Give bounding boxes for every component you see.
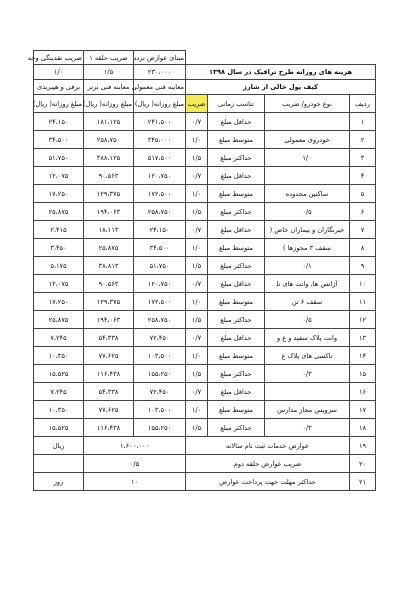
amount-regular: ۲۴۱،۵۰۰	[134, 113, 186, 131]
footer-row	[34, 437, 376, 455]
table-row	[34, 401, 376, 419]
header-row: ردیف	[350, 95, 376, 113]
table-row	[34, 365, 376, 383]
amount-electric: ۷،۲۴۵	[34, 329, 84, 347]
vehicle-type: ۰/۳	[265, 365, 350, 383]
row-number: ۲	[350, 131, 376, 149]
amount-top: ۷۷،۶۲۵	[84, 347, 134, 365]
amount-electric: ۱۵،۵۲۵	[34, 419, 84, 437]
vehicle-type	[265, 113, 350, 131]
amount-top: ۱۲۹،۳۷۵	[84, 293, 134, 311]
footer-number: ۱۹	[350, 437, 376, 455]
row-number: ۱۴	[350, 347, 376, 365]
amount-regular: ۲۵۸،۷۵۰	[134, 311, 186, 329]
time-band: حداقل مبلغ	[208, 383, 265, 401]
header-amount-electric: مبلغ روزانه( ریال)	[34, 95, 84, 113]
row-number: ۶	[350, 203, 376, 221]
time-band: حداقل مبلغ	[208, 275, 265, 293]
amount-regular: ۱۷۲،۵۰۰	[134, 293, 186, 311]
inspect-top-label: معاینه فنی برتر	[84, 80, 134, 95]
amount-top: ۳۸۸،۱۲۵	[84, 149, 134, 167]
electric-label: برقی و هیبریدی	[34, 80, 84, 95]
row-number: ۱۵	[350, 365, 376, 383]
amount-electric: ۱۲،۰۷۵	[34, 167, 84, 185]
coef-value: ۱/۰	[186, 293, 208, 311]
tariff-document	[27, 50, 375, 491]
time-band: حداکثر مبلغ	[208, 257, 265, 275]
table-row	[34, 131, 376, 149]
vehicle-type: ۰/۱	[265, 257, 350, 275]
table-row	[34, 311, 376, 329]
amount-top: ۱۸،۱۱۳	[84, 221, 134, 239]
coef-value: ۰/۷	[186, 383, 208, 401]
amount-regular: ۲۴،۱۵۰	[134, 221, 186, 239]
base-value: ۲۳۰،۰۰۰	[134, 65, 186, 80]
row-number: ۹	[350, 257, 376, 275]
time-band: حداقل مبلغ	[208, 329, 265, 347]
amount-top: ۳۸،۸۱۳	[84, 257, 134, 275]
vehicle-type: وانت پلاک سفید و ع و	[265, 329, 350, 347]
amount-regular: ۷۲،۴۵۰	[134, 383, 186, 401]
amount-electric: ۳۴،۵۰۰	[34, 131, 84, 149]
row-number: ۷	[350, 221, 376, 239]
table-row	[34, 257, 376, 275]
amount-electric: ۲۴،۱۵۰	[34, 113, 84, 131]
amount-electric: ۲،۴۱۵	[34, 221, 84, 239]
amount-top: ۵۴،۳۳۸	[84, 329, 134, 347]
row-number: ۱۱	[350, 293, 376, 311]
table-row	[34, 329, 376, 347]
row-number: ۸	[350, 239, 376, 257]
amount-regular: ۷۲،۴۵۰	[134, 329, 186, 347]
header-time: تناسب زمانی	[208, 95, 265, 113]
amount-electric: ۵۱،۷۵۰	[34, 149, 84, 167]
header-vehicle: نوع خودرو/ ضریب	[265, 95, 350, 113]
table-row	[34, 383, 376, 401]
table-row	[34, 203, 376, 221]
footer-number: ۲۱	[350, 473, 376, 491]
coef-value: ۱/۰	[186, 239, 208, 257]
amount-regular: ۱۷۲،۵۰۰	[134, 185, 186, 203]
footer-value: ۰/۵	[84, 455, 186, 473]
footer-unit: ریال	[34, 437, 84, 455]
amount-regular: ۵۱۷،۵۰۰	[134, 149, 186, 167]
footer-value: ۱۰	[84, 473, 186, 491]
table-title: هزینه های روزانه طرح ترافیک در سال ۱۳۹۸	[186, 65, 376, 80]
time-band: متوسط مبلغ	[208, 347, 265, 365]
amount-regular: ۱۵۵،۲۵۰	[134, 365, 186, 383]
time-band: حداقل مبلغ	[208, 167, 265, 185]
vehicle-type: خودروی معمولی	[265, 131, 350, 149]
table-row	[34, 221, 376, 239]
row-number: ۱	[350, 113, 376, 131]
amount-electric: ۱۰،۳۵۰	[34, 401, 84, 419]
time-band: متوسط مبلغ	[208, 239, 265, 257]
row-number: ۱۸	[350, 419, 376, 437]
time-band: حداکثر مبلغ	[208, 149, 265, 167]
coef-value: ۱/۵	[186, 365, 208, 383]
coef-value: ۰/۷	[186, 329, 208, 347]
table-row	[34, 293, 376, 311]
coef-value: ۱/۰	[186, 401, 208, 419]
vehicle-type: ساکنین محدوده	[265, 185, 350, 203]
amount-regular: ۳۴۵،۰۰۰	[134, 131, 186, 149]
time-band: حداکثر مبلغ	[208, 419, 265, 437]
row-number: ۵	[350, 185, 376, 203]
amount-electric: ۲۵،۸۷۵	[34, 311, 84, 329]
vehicle-type: سقف ۶ تن	[265, 293, 350, 311]
row-number: ۱۰	[350, 275, 376, 293]
footer-row	[34, 473, 376, 491]
vehicle-type: ۰/۵	[265, 311, 350, 329]
ring-coef-value: ۱/۵	[84, 65, 134, 80]
table-row	[34, 149, 376, 167]
tariff-table	[27, 50, 376, 491]
amount-regular: ۱۲۰،۷۵۰	[134, 275, 186, 293]
amount-electric: ۲۵،۸۷۵	[34, 203, 84, 221]
amount-regular: ۵۱،۷۵۰	[134, 257, 186, 275]
amount-regular: ۱۵۵،۲۵۰	[134, 419, 186, 437]
footer-label: عوارض خدمات ثبت نام سالانه	[186, 437, 350, 455]
vehicle-type: سقف ۳ مجوزها )	[265, 239, 350, 257]
footer-value: ۱،۶۰۰،۰۰۰	[84, 437, 186, 455]
time-band: حداکثر مبلغ	[208, 365, 265, 383]
coef-value: ۰/۷	[186, 221, 208, 239]
vehicle-type	[265, 167, 350, 185]
amount-electric: ۷،۲۴۵	[34, 383, 84, 401]
coef-value: ۱/۰	[186, 185, 208, 203]
coef-value: ۱/۵	[186, 257, 208, 275]
table-row	[34, 419, 376, 437]
amount-electric: ۱۵،۵۲۵	[34, 365, 84, 383]
blank-cell	[186, 51, 376, 65]
ring-coef-label: ضریب حلقه ۱	[84, 51, 134, 65]
amount-top: ۱۱۶،۴۳۸	[84, 365, 134, 383]
base-label: مبنای عوارض تردد	[134, 51, 186, 65]
coef-value: ۰/۷	[186, 275, 208, 293]
row-number: ۱۶	[350, 383, 376, 401]
amount-top: ۱۲۹،۳۷۵	[84, 185, 134, 203]
header-amount-top: مبلغ روزانه( ریال)	[84, 95, 134, 113]
amount-top: ۵۴،۳۳۸	[84, 383, 134, 401]
vehicle-type: ۱/۰	[265, 149, 350, 167]
table-row	[34, 113, 376, 131]
header-coef: ضریب	[186, 95, 208, 113]
coef-value: ۰/۷	[186, 167, 208, 185]
footer-row	[34, 455, 376, 473]
vehicle-type: ۰/۵	[265, 203, 350, 221]
row-number: ۱۲	[350, 311, 376, 329]
coef-value: ۱/۵	[186, 149, 208, 167]
time-band: متوسط مبلغ	[208, 401, 265, 419]
coef-value: ۱/۰	[186, 131, 208, 149]
footer-unit	[34, 455, 84, 473]
amount-top: ۹۰،۵۶۳	[84, 275, 134, 293]
amount-electric: ۵،۱۷۵	[34, 257, 84, 275]
table-row	[34, 275, 376, 293]
footer-unit: روز	[34, 473, 84, 491]
amount-electric: ۳،۴۵۰	[34, 239, 84, 257]
amount-regular: ۲۵۸،۷۵۰	[134, 203, 186, 221]
coef-value: ۰/۷	[186, 113, 208, 131]
amount-regular: ۱۰۳،۵۰۰	[134, 401, 186, 419]
amount-regular: ۱۲۰،۷۵۰	[134, 167, 186, 185]
amount-top: ۱۹۴،۰۶۳	[84, 311, 134, 329]
coef-value: ۱/۵	[186, 311, 208, 329]
coef-value: ۱/۵	[186, 419, 208, 437]
vehicle-type: تاکسی های پلاک ع	[265, 347, 350, 365]
time-band: حداقل مبلغ	[208, 221, 265, 239]
row-number: ۱۳	[350, 329, 376, 347]
amount-top: ۲۵،۸۷۵	[84, 239, 134, 257]
time-band: متوسط مبلغ	[208, 293, 265, 311]
table-row	[34, 239, 376, 257]
inspect-regular-label: معاینه فنی معمولی	[134, 80, 186, 95]
header-amount-regular: مبلغ روزانه( ریال)	[134, 95, 186, 113]
coef-value: ۱/۵	[186, 203, 208, 221]
footer-label: ضریب عوارض حلقه دوم	[186, 455, 350, 473]
vehicle-type: خبرنگاران و بیماران خاص (	[265, 221, 350, 239]
coef-value: ۱/۰	[186, 347, 208, 365]
amount-top: ۱۹۴،۰۶۳	[84, 203, 134, 221]
amount-electric: ۱۰،۳۵۰	[34, 347, 84, 365]
vehicle-type: آژانس ها، وانت های تا	[265, 275, 350, 293]
row-number: ۴	[350, 167, 376, 185]
amount-top: ۷۷،۶۲۵	[84, 401, 134, 419]
time-band: متوسط مبلغ	[208, 185, 265, 203]
amount-top: ۱۸۱،۱۲۵	[84, 113, 134, 131]
vehicle-type	[265, 383, 350, 401]
amount-electric: ۱۷،۲۵۰	[34, 293, 84, 311]
reserve-coef-label: ضریب نقدینگی وجه	[34, 51, 84, 65]
footer-label: حداکثر مهلت جهت پرداخت عوارض	[186, 473, 350, 491]
amount-top: ۱۱۶،۴۳۸	[84, 419, 134, 437]
amount-regular: ۱۰۳،۵۰۰	[134, 347, 186, 365]
amount-regular: ۳۴،۵۰۰	[134, 239, 186, 257]
amount-electric: ۱۲،۰۷۵	[34, 275, 84, 293]
vehicle-type: سرویس مجاز مدارس	[265, 401, 350, 419]
time-band: حداکثر مبلغ	[208, 203, 265, 221]
time-band: حداکثر مبلغ	[208, 311, 265, 329]
vehicle-type: ۰/۳	[265, 419, 350, 437]
row-number: ۱۷	[350, 401, 376, 419]
table-row	[34, 167, 376, 185]
table-subtitle: کیف پول خالی از شارژ	[186, 80, 376, 95]
footer-number: ۲۰	[350, 455, 376, 473]
amount-top: ۲۵۸،۷۵۰	[84, 131, 134, 149]
amount-electric: ۱۷،۲۵۰	[34, 185, 84, 203]
table-row	[34, 347, 376, 365]
row-number: ۳	[350, 149, 376, 167]
time-band: متوسط مبلغ	[208, 131, 265, 149]
table-row	[34, 185, 376, 203]
amount-top: ۹۰،۵۶۳	[84, 167, 134, 185]
time-band: حداقل مبلغ	[208, 113, 265, 131]
reserve-coef-value: ۱/۰	[34, 65, 84, 80]
